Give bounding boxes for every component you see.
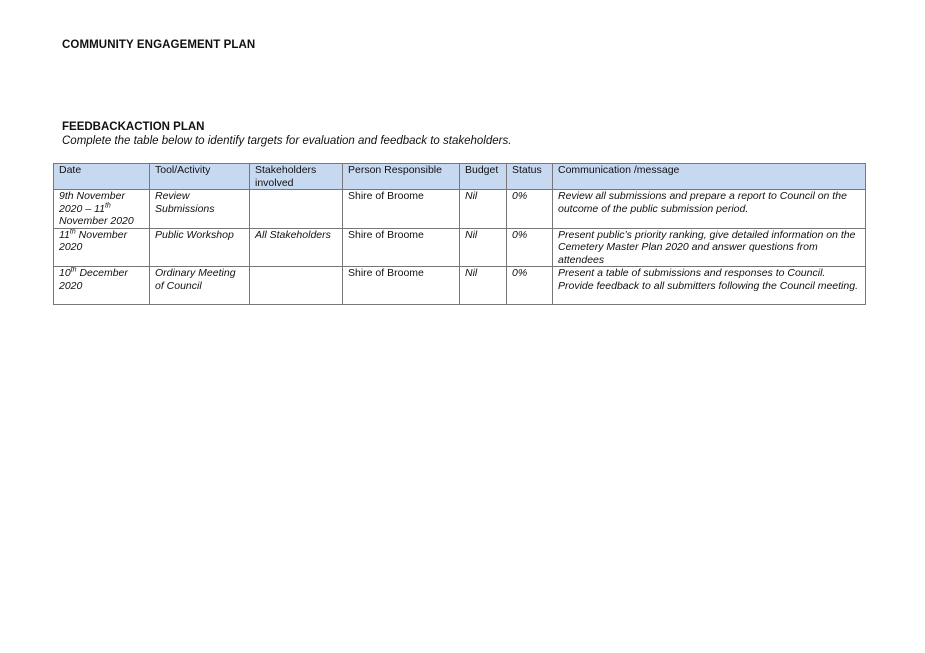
section-title: FEEDBACKACTION PLAN xyxy=(62,121,205,133)
table-header-row xyxy=(54,164,866,190)
cell-status: 0% xyxy=(507,267,553,305)
header-person: Person Responsible xyxy=(343,164,460,190)
feedback-action-table xyxy=(53,163,866,305)
header-tool: Tool/Activity xyxy=(150,164,250,190)
cell-communication: Present a table of submissions and responses to Council. Provide feedback to all submitters following the Council meeting. xyxy=(553,267,866,305)
cell-budget: Nil xyxy=(460,267,507,305)
table-row xyxy=(54,228,866,267)
document-title: COMMUNITY ENGAGEMENT PLAN xyxy=(62,39,256,51)
cell-date: 9th November 2020 – 11th November 2020 xyxy=(54,190,150,229)
cell-person: Shire of Broome xyxy=(343,190,460,229)
header-budget: Budget xyxy=(460,164,507,190)
section-instruction: Complete the table below to identify targets for evaluation and feedback to stakeholders. xyxy=(62,135,512,147)
cell-budget: Nil xyxy=(460,228,507,267)
cell-person: Shire of Broome xyxy=(343,228,460,267)
header-stakeholders: Stakeholders involved xyxy=(250,164,343,190)
cell-tool: Public Workshop xyxy=(150,228,250,267)
cell-communication: Review all submissions and prepare a report to Council on the outcome of the public submission period. xyxy=(553,190,866,229)
table-row xyxy=(54,190,866,229)
cell-stakeholders xyxy=(250,267,343,305)
cell-person: Shire of Broome xyxy=(343,267,460,305)
cell-status: 0% xyxy=(507,190,553,229)
cell-date: 10th December 2020 xyxy=(54,267,150,305)
header-status: Status xyxy=(507,164,553,190)
cell-stakeholders: All Stakeholders xyxy=(250,228,343,267)
table-row xyxy=(54,267,866,305)
cell-budget: Nil xyxy=(460,190,507,229)
cell-communication: Present public’s priority ranking, give detailed information on the Cemetery Master Plan 2020 and answer questions from attendees xyxy=(553,228,866,267)
cell-tool: Review Submissions xyxy=(150,190,250,229)
cell-date: 11th November 2020 xyxy=(54,228,150,267)
header-communication: Communication /message xyxy=(553,164,866,190)
cell-status: 0% xyxy=(507,228,553,267)
cell-tool: Ordinary Meeting of Council xyxy=(150,267,250,305)
header-date: Date xyxy=(54,164,150,190)
cell-stakeholders xyxy=(250,190,343,229)
